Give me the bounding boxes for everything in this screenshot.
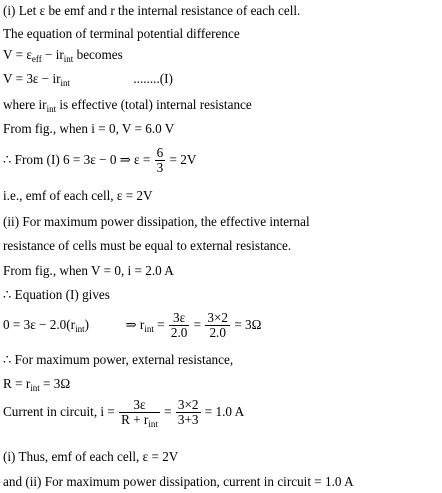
line-5: where $ir_{int}$ is effective (total) internal resistance — [3, 97, 252, 114]
line-6: From fig., when i = 0, V = 6.0 V — [3, 121, 175, 136]
fraction-3x2-over-2: $\frac{3\times 2}{2.0}$ — [207, 310, 229, 341]
line-10: resistance of cells must be equal to external resistance. — [3, 238, 292, 253]
line-17: (i) Thus, emf of each cell, ε = 2V — [3, 449, 179, 464]
fraction-6-over-3: $\frac{6}{3}$ — [156, 145, 164, 176]
line-18: and (ii) For maximum power dissipation, current in circuit = 1.0 A — [3, 474, 354, 489]
line-7-equation: ∴ From (I) 6 = 3ε − 0 ⇒ ε = $\frac{6}{3}$ = 2V — [3, 145, 197, 176]
line-11: From fig., when V = 0, i = 2.0 A — [3, 263, 174, 278]
fraction-3e-over-r-plus-rint: $\frac{3\varepsilon}{R + r_{int}}$ — [121, 397, 158, 430]
line-15-equation: $R = r_{int} = 3\Omega$ — [3, 376, 71, 393]
fraction-3x2-over-3plus3: $\frac{3\times 2}{3+3}$ — [177, 397, 199, 428]
line-9: (ii) For maximum power dissipation, the effective internal — [3, 214, 310, 229]
line-4-equation: $V = 3\varepsilon - ir_{int}$ ........(I) — [3, 71, 173, 88]
line-2: The equation of terminal potential difference — [3, 26, 240, 41]
fraction-3e-over-2: $\frac{3\varepsilon}{2.0}$ — [170, 310, 188, 341]
line-14: ∴ For maximum power, external resistance, — [3, 352, 234, 367]
line-12: ∴ Equation (I) gives — [3, 287, 110, 302]
line-16-equation: Current in circuit, i = $\frac{3\varepsilon}{R + r_{int}}$ = $\frac{3\times 2}{3+3}$ = 1.0 A — [3, 397, 245, 430]
line-13-equation: $0 = 3\varepsilon - 2.0(r_{int})$ ⇒ $r_{int}$ = $\frac{3\varepsilon}{2.0}$ = $\frac{3\times 2}{2.0}$ = 3Ω — [3, 310, 262, 341]
line-1: (i) Let ε be emf and r the internal resistance of each cell. — [3, 3, 301, 18]
line-8: i.e., emf of each cell, ε = 2V — [3, 188, 153, 203]
line-3-equation: $V = \varepsilon_{eff} - ir_{int}$ becomes — [3, 47, 123, 64]
